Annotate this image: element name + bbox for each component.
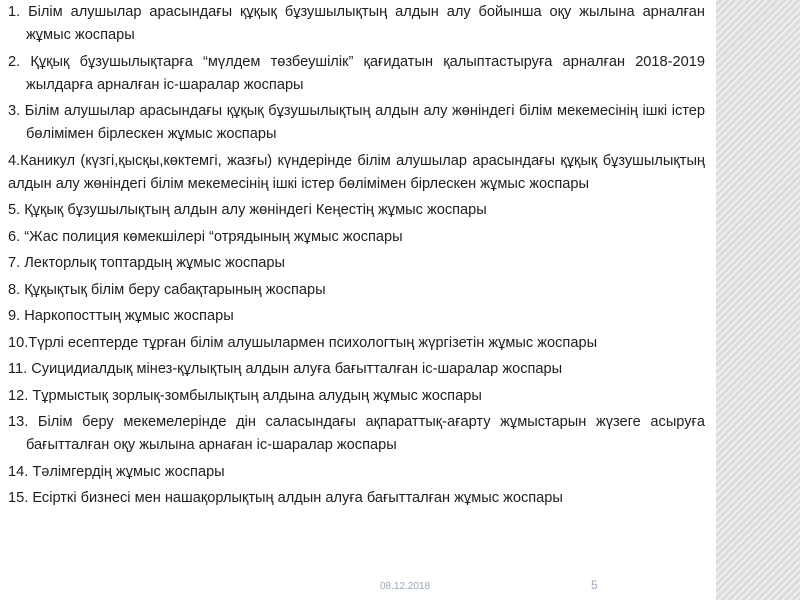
plan-item-4: 4.Каникул (күзгі,қысқы,көктемгі, жазғы) күндерінде білім алушылар арасындағы құқық бұзушылықтың алдын алу жөніндегі білім мекемесінің ішкі істер бөлімімен бірлескен жұмыс жоспары: [8, 152, 705, 192]
plan-item-15: 15. Есірткі бизнесі мен нашақорлықтың алдын алуға бағытталған жұмыс жоспары: [8, 490, 563, 506]
plan-item-13: 13. Білім беру мекемелерінде дін саласындағы ақпараттық-ағарту жұмыстарын жүзеге асыруға бағытталған оқу жылына арнаған іс-шаралар жоспары: [8, 414, 705, 453]
plan-item-7: 7. Лекторлық топтардың жұмыс жоспары: [8, 255, 285, 271]
plan-item-6: 6. “Жас полиция көмекшілері “отрядының жұмыс жоспары: [8, 228, 403, 245]
plan-item-8: 8. Құқықтық білім беру сабақтарының жоспары: [8, 281, 326, 298]
footer-date: 08.12.2018: [380, 581, 431, 592]
plan-item-1: 1. Білім алушылар арасындағы құқық бұзушылықтың алдын алу бойынша оқу жылына арналған жұмыс жоспары: [8, 4, 705, 43]
plan-item-3: 3. Білім алушылар арасындағы құқық бұзушылықтың алдын алу жөніндегі білім мекемесінің ішкі істер бөлімімен бірлескен жұмыс жоспары: [8, 103, 705, 142]
plan-item-9: 9. Наркопосттың жұмыс жоспары: [8, 308, 234, 324]
plan-item-14: 14. Тәлімгердің жұмыс жоспары: [8, 463, 225, 480]
decorative-stripe: [716, 0, 800, 600]
plan-item-5: 5. Құқық бұзушылықтың алдын алу жөніндегі Кеңестің жұмыс жоспары: [8, 202, 487, 218]
plan-item-10: 10.Түрлі есептерде тұрған білім алушылармен психологтың жүргізетін жұмыс жоспары: [8, 334, 598, 351]
plan-item-2: 2. Құқық бұзушылықтарға “мүлдем төзбеушілік” қағидатын қалыптастыруға арналған 2018-2019 жылдарға арналған іс-шаралар жоспары: [8, 53, 705, 93]
plan-item-11: 11. Суицидиалдық мінез-құлықтың алдын алуға бағытталған іс-шаралар жоспары: [8, 361, 563, 377]
plan-list: [8, 1, 705, 514]
page-number: 5: [591, 578, 598, 592]
plan-item-12: 12. Тұрмыстық зорлық-зомбылықтың алдына алудың жұмыс жоспары: [8, 387, 482, 404]
